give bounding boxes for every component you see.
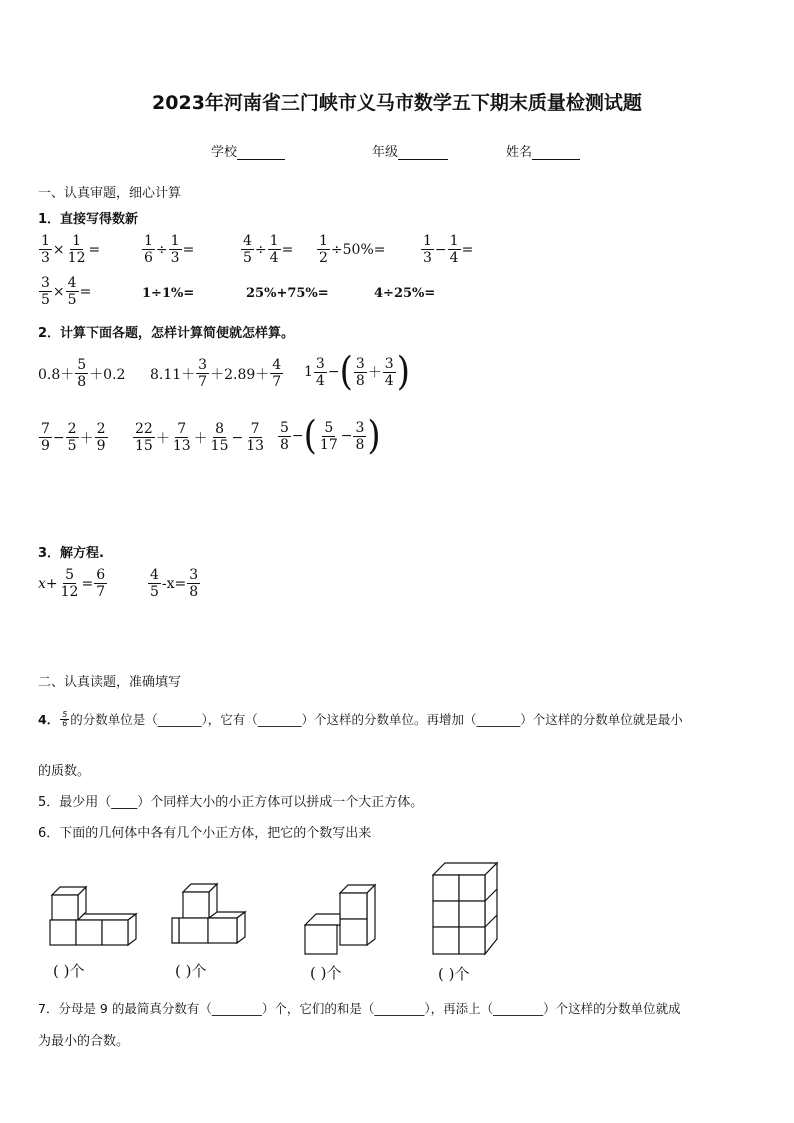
grade-label: 年级 xyxy=(372,145,399,160)
fraction: $\frac{1}{3}$ xyxy=(423,233,432,266)
fraction: $\frac{3}{4}$ xyxy=(384,355,394,389)
fraction: $\frac{7}{13}$ xyxy=(246,421,265,454)
fraction: $\frac{1}{2}$ xyxy=(319,233,328,266)
cube-count-2[interactable]: ( )个 xyxy=(175,962,207,980)
name-field[interactable] xyxy=(506,141,580,160)
q1-expr-1: $\frac{1}{3}$ × $\frac{1}{12}$ = xyxy=(41,233,101,266)
cube-figure-3 xyxy=(305,885,375,954)
school-label: 学校 xyxy=(211,145,238,160)
q4-line-1: 4． $\frac{5}{6}$ 的分数单位是（_______），它有（_______）个这样的分数单位。再增加（_______）个这样的分数单位就是最小 xyxy=(38,709,683,728)
cube-count-1[interactable]: ( )个 xyxy=(53,962,85,980)
fraction: $\frac{22}{15}$ xyxy=(135,421,153,454)
q1-expr-7: 1÷1%= xyxy=(142,286,195,301)
q7-line-1: 7．分母是 9 的最简真分数有（________）个，它们的和是（________），再添上（________）个这样的分数单位就成 xyxy=(38,1001,681,1016)
fraction: $\frac{1}{4}$ xyxy=(269,233,279,266)
fraction: $\frac{3}{8}$ xyxy=(355,419,365,453)
fraction: $\frac{4}{5}$ xyxy=(243,233,252,266)
section-1-heading: 一、认真审题，细心计算 xyxy=(38,186,182,201)
fraction: $\frac{4}{5}$ xyxy=(150,567,159,600)
fraction: $\frac{5}{8}$ xyxy=(280,419,289,453)
q2-expr-1: 0.8＋ $\frac{5}{8}$ ＋0.2 xyxy=(38,357,126,390)
fraction: $\frac{7}{9}$ xyxy=(41,421,50,454)
fraction: $\frac{1}{3}$ xyxy=(170,233,180,266)
q2-expr-3: 1 $\frac{3}{4}$ − ( $\frac{3}{8}$ ＋ $\frac{3}{4}$ ) xyxy=(304,349,410,395)
fraction: $\frac{5}{6}$ xyxy=(62,709,68,728)
school-field[interactable] xyxy=(211,141,285,160)
q6-text: 6．下面的几何体中各有几个小正方体，把它的个数写出来 xyxy=(38,826,372,841)
fraction: $\frac{3}{4}$ xyxy=(315,355,325,389)
fraction: $\frac{4}{5}$ xyxy=(67,275,77,308)
q4-line-2: 的质数。 xyxy=(38,764,91,779)
q2-expr-6: $\frac{5}{8}$ − ( $\frac{5}{17}$ − $\frac{3}{8}$ ) xyxy=(280,413,381,459)
fraction: $\frac{1}{4}$ xyxy=(449,233,459,266)
q1-expr-9: 4÷25%= xyxy=(374,286,436,301)
cube-figure-1 xyxy=(50,887,136,945)
fraction: $\frac{1}{3}$ xyxy=(41,233,50,266)
fraction: $\frac{2}{9}$ xyxy=(96,421,106,454)
q2-expr-2: 8.11＋ $\frac{3}{7}$ ＋2.89＋ $\frac{4}{7}$ xyxy=(150,357,282,390)
q2-expr-4: $\frac{7}{9}$ − $\frac{2}{5}$ ＋ $\frac{2}{9}$ xyxy=(41,421,106,454)
name-label: 姓名 xyxy=(506,145,533,160)
q1-expr-6: $\frac{3}{5}$ × $\frac{4}{5}$ = xyxy=(41,275,92,308)
fraction: $\frac{1}{12}$ xyxy=(67,233,86,266)
q1-label: 1．直接写得数新 xyxy=(38,212,139,227)
page-title: 2023年河南省三门峡市义马市数学五下期末质量检测试题 xyxy=(152,92,642,114)
fraction: $\frac{6}{7}$ xyxy=(96,567,106,600)
name-blank[interactable] xyxy=(532,145,580,160)
section-2-heading: 二、认真读题，准确填写 xyxy=(38,675,182,690)
fraction: $\frac{3}{8}$ xyxy=(189,567,199,600)
grade-blank[interactable] xyxy=(398,145,448,160)
fraction: $\frac{5}{17}$ xyxy=(319,419,338,453)
fraction: $\frac{3}{5}$ xyxy=(41,275,50,308)
fraction: $\frac{2}{5}$ xyxy=(67,421,77,454)
cube-count-4[interactable]: ( )个 xyxy=(438,965,470,983)
q1-expr-5: $\frac{1}{3}$ − $\frac{1}{4}$ = xyxy=(423,233,474,266)
q3-equation-2: $\frac{4}{5}$ -x= $\frac{3}{8}$ xyxy=(150,567,199,600)
q1-expr-4: $\frac{1}{2}$ ÷50%= xyxy=(319,233,386,266)
q5-text: 5．最少用（____）个同样大小的小正方体可以拼成一个大正方体。 xyxy=(38,795,424,810)
q1-expr-3: $\frac{4}{5}$ ÷ $\frac{1}{4}$ = xyxy=(243,233,294,266)
q3-label: 3．解方程. xyxy=(38,546,104,561)
q2-expr-5: $\frac{22}{15}$ ＋ $\frac{7}{13}$ ＋ $\frac{8}{15}$ − $\frac{7}{13}$ xyxy=(135,421,265,454)
fraction: $\frac{3}{8}$ xyxy=(355,355,365,389)
q1-expr-8: 25%+75%= xyxy=(246,286,329,301)
cube-figure-2 xyxy=(172,884,245,943)
fraction: $\frac{3}{7}$ xyxy=(198,357,208,390)
fraction: $\frac{8}{15}$ xyxy=(210,421,229,454)
cube-figure-4 xyxy=(433,863,497,954)
fraction: $\frac{7}{13}$ xyxy=(172,421,191,454)
cube-figures xyxy=(0,855,794,990)
q3-equation-1: x+ $\frac{5}{12}$ = $\frac{6}{7}$ xyxy=(38,567,106,600)
q2-label: 2．计算下面各题，怎样计算简便就怎样算。 xyxy=(38,326,295,341)
q1-expr-2: $\frac{1}{6}$ ÷ $\frac{1}{3}$ = xyxy=(144,233,195,266)
fraction: $\frac{1}{6}$ xyxy=(144,233,153,266)
cube-count-3[interactable]: ( )个 xyxy=(310,964,342,982)
fraction: $\frac{5}{12}$ xyxy=(60,567,79,600)
fraction: $\frac{5}{8}$ xyxy=(77,357,87,390)
school-blank[interactable] xyxy=(237,145,285,160)
grade-field[interactable] xyxy=(372,141,448,160)
q7-line-2: 为最小的合数。 xyxy=(38,1034,130,1049)
fraction: $\frac{4}{7}$ xyxy=(272,357,282,390)
